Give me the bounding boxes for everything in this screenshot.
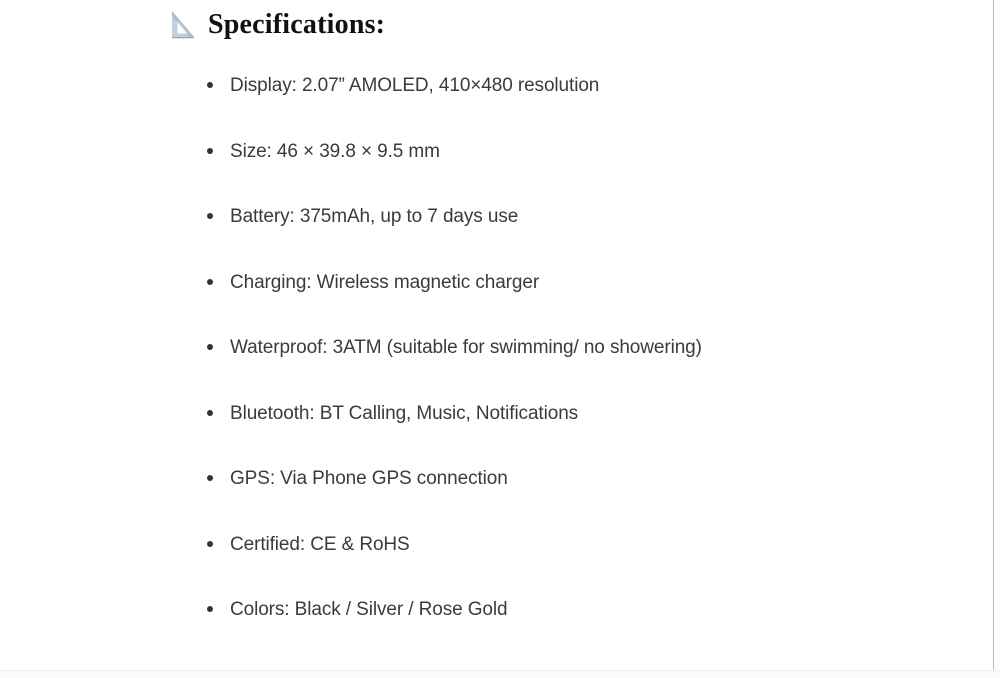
- spec-gps: GPS: Via Phone GPS connection: [230, 468, 508, 489]
- page-title: Specifications:: [208, 9, 386, 40]
- bullet-icon: [207, 475, 213, 481]
- spec-bluetooth: Bluetooth: BT Calling, Music, Notifications: [230, 402, 579, 424]
- bullet-icon: [207, 344, 213, 350]
- list-item: [203, 205, 983, 271]
- list-item: [203, 140, 983, 206]
- bullet-icon: [207, 279, 213, 285]
- specifications-list: [203, 74, 983, 664]
- spec-size: Size: 46 × 39.8 × 9.5 mm: [230, 140, 440, 162]
- spec-charging: Charging: Wireless magnetic charger: [230, 271, 540, 293]
- bullet-icon: [207, 148, 213, 154]
- list-item: [203, 271, 983, 337]
- list-item: [203, 533, 983, 599]
- list-item: [203, 336, 983, 402]
- list-item: [203, 402, 983, 468]
- bullet-icon: [207, 606, 213, 612]
- spec-battery: Battery: 375mAh, up to 7 days use: [230, 206, 519, 227]
- spec-certified: Certified: CE & RoHS: [230, 533, 410, 555]
- page-heading: [168, 8, 385, 42]
- list-item: [203, 467, 983, 533]
- page-right-border: [993, 0, 994, 678]
- bullet-icon: [207, 410, 213, 416]
- list-item: [203, 598, 983, 664]
- spec-display: Display: 2.07” AMOLED, 410×480 resolution: [230, 75, 600, 96]
- list-item: [203, 74, 983, 140]
- bullet-icon: [207, 82, 213, 88]
- triangle-ruler-icon: [168, 9, 198, 41]
- spec-waterproof: Waterproof: 3ATM (suitable for swimming/ no showering): [230, 337, 702, 358]
- bullet-icon: [207, 541, 213, 547]
- bullet-icon: [207, 213, 213, 219]
- page-bottom-band: [0, 670, 1000, 678]
- spec-colors: Colors: Black / Silver / Rose Gold: [230, 599, 508, 620]
